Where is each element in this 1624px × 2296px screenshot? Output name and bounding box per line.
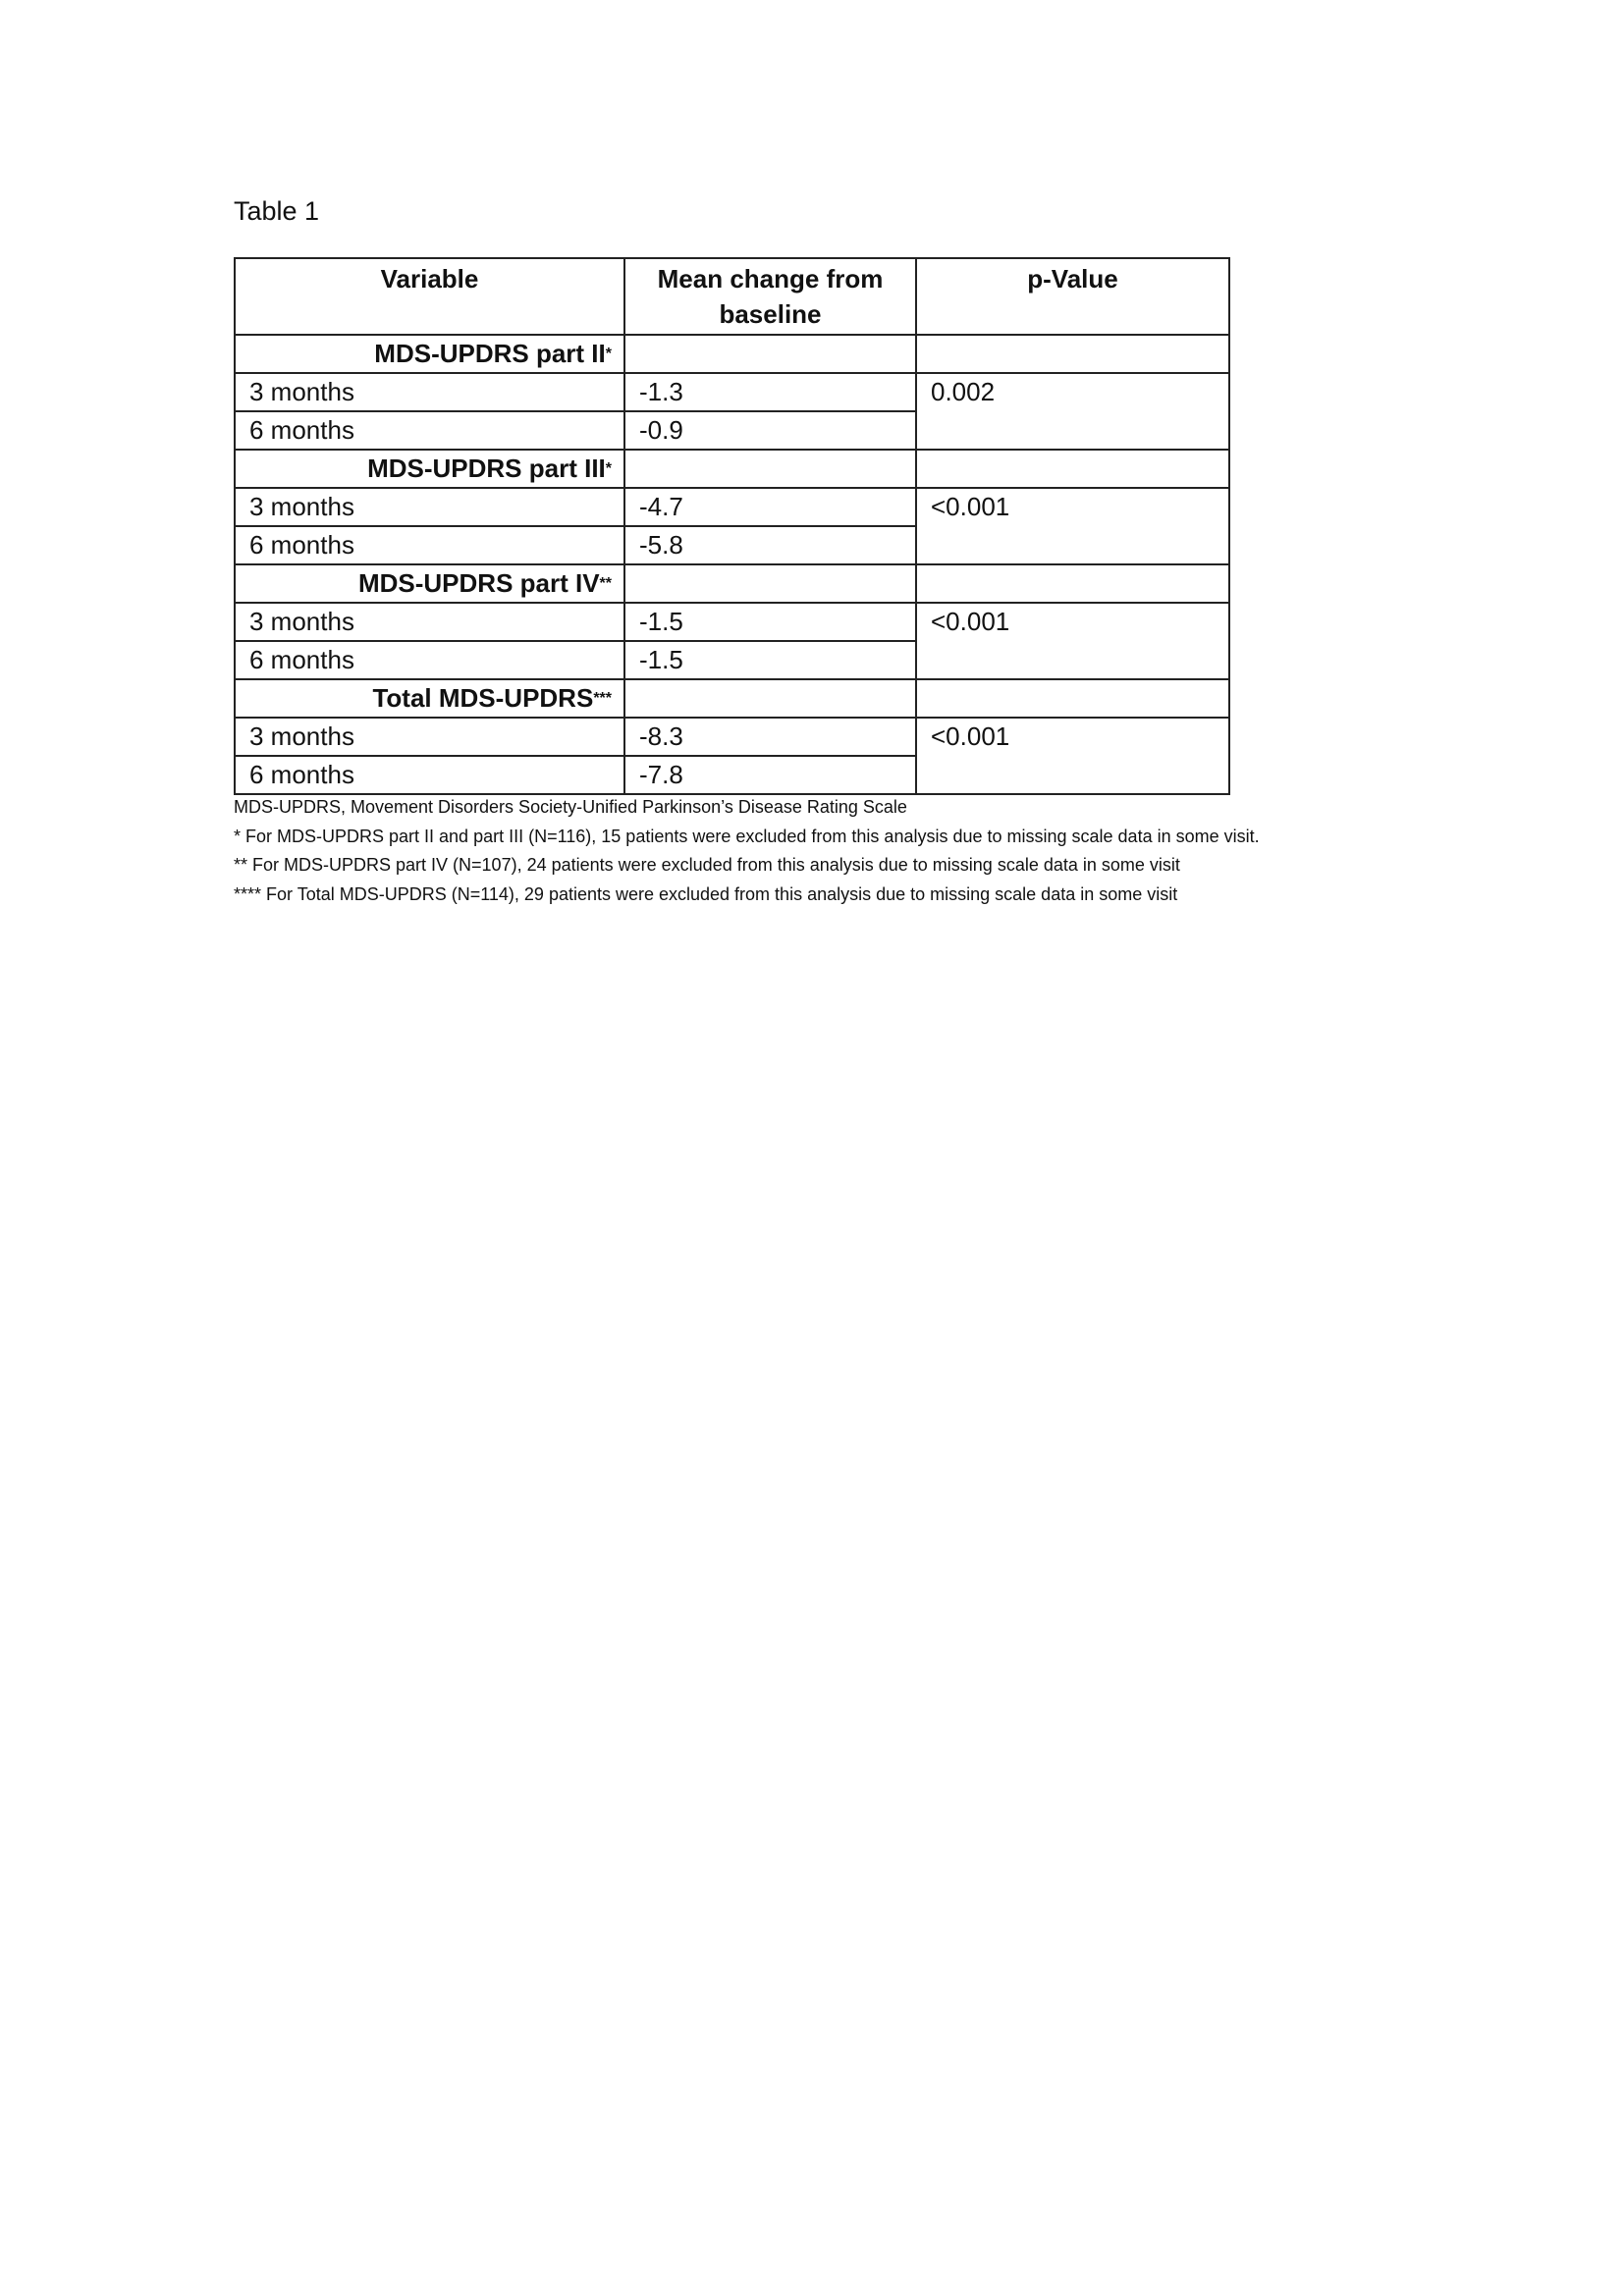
- time-cell: 6 months: [235, 411, 624, 450]
- section-label: [235, 450, 624, 488]
- mean-change-cell: -1.3: [624, 373, 916, 411]
- mean-change-cell: -8.3: [624, 718, 916, 756]
- footnote-1: * For MDS-UPDRS part II and part III (N=116), 15 patients were excluded from this analysis due to missing scale data in some visit.: [234, 826, 1260, 846]
- footnote-mark: *: [605, 346, 612, 362]
- table-row: [235, 373, 1229, 411]
- footnote-2: ** For MDS-UPDRS part IV (N=107), 24 patients were excluded from this analysis due to missing scale data in some visit: [234, 855, 1180, 875]
- results-table: [234, 257, 1230, 795]
- empty-cell: [916, 335, 1229, 373]
- empty-cell: [916, 679, 1229, 718]
- empty-cell: [624, 564, 916, 603]
- time-cell: 6 months: [235, 526, 624, 564]
- empty-cell: [624, 679, 916, 718]
- time-cell: 6 months: [235, 756, 624, 794]
- mean-change-cell: -0.9: [624, 411, 916, 450]
- section-name: MDS-UPDRS part II: [374, 339, 606, 368]
- section-name: Total MDS-UPDRS: [372, 683, 594, 713]
- mean-change-cell: -5.8: [624, 526, 916, 564]
- section-label: [235, 564, 624, 603]
- time-cell: 3 months: [235, 718, 624, 756]
- empty-cell: [624, 450, 916, 488]
- mean-change-cell: -1.5: [624, 603, 916, 641]
- time-cell: 3 months: [235, 488, 624, 526]
- footnotes: [234, 793, 1260, 909]
- section-name: MDS-UPDRS part III: [367, 454, 606, 483]
- empty-cell: [916, 564, 1229, 603]
- mean-change-cell: -1.5: [624, 641, 916, 679]
- mean-change-cell: -4.7: [624, 488, 916, 526]
- p-value-cell: <0.001: [916, 488, 1229, 564]
- table-row: [235, 718, 1229, 756]
- empty-cell: [916, 450, 1229, 488]
- section-row: [235, 450, 1229, 488]
- table-row: [235, 488, 1229, 526]
- section-label: [235, 335, 624, 373]
- footnote-mark: *: [605, 460, 612, 477]
- table-title: Table 1: [234, 196, 320, 226]
- header-variable: Variable: [235, 258, 624, 335]
- header-row: [235, 258, 1229, 335]
- p-value-cell: 0.002: [916, 373, 1229, 450]
- mean-change-cell: -7.8: [624, 756, 916, 794]
- footnote-mark: **: [599, 575, 612, 592]
- empty-cell: [624, 335, 916, 373]
- footnote-abbreviation: MDS-UPDRS, Movement Disorders Society-Unified Parkinson’s Disease Rating Scale: [234, 797, 907, 817]
- time-cell: 3 months: [235, 373, 624, 411]
- section-row: [235, 679, 1229, 718]
- p-value-cell: <0.001: [916, 718, 1229, 794]
- p-value-cell: <0.001: [916, 603, 1229, 679]
- footnote-mark: ***: [593, 690, 612, 707]
- section-name: MDS-UPDRS part IV: [357, 568, 600, 598]
- header-p-value: p-Value: [916, 258, 1229, 335]
- section-label: [235, 679, 624, 718]
- footnote-3: **** For Total MDS-UPDRS (N=114), 29 patients were excluded from this analysis due to missing scale data in some visit: [234, 883, 1178, 904]
- time-cell: 3 months: [235, 603, 624, 641]
- table-row: [235, 603, 1229, 641]
- time-cell: 6 months: [235, 641, 624, 679]
- header-mean-change: Mean change from baseline: [624, 258, 916, 335]
- section-row: [235, 564, 1229, 603]
- section-row: [235, 335, 1229, 373]
